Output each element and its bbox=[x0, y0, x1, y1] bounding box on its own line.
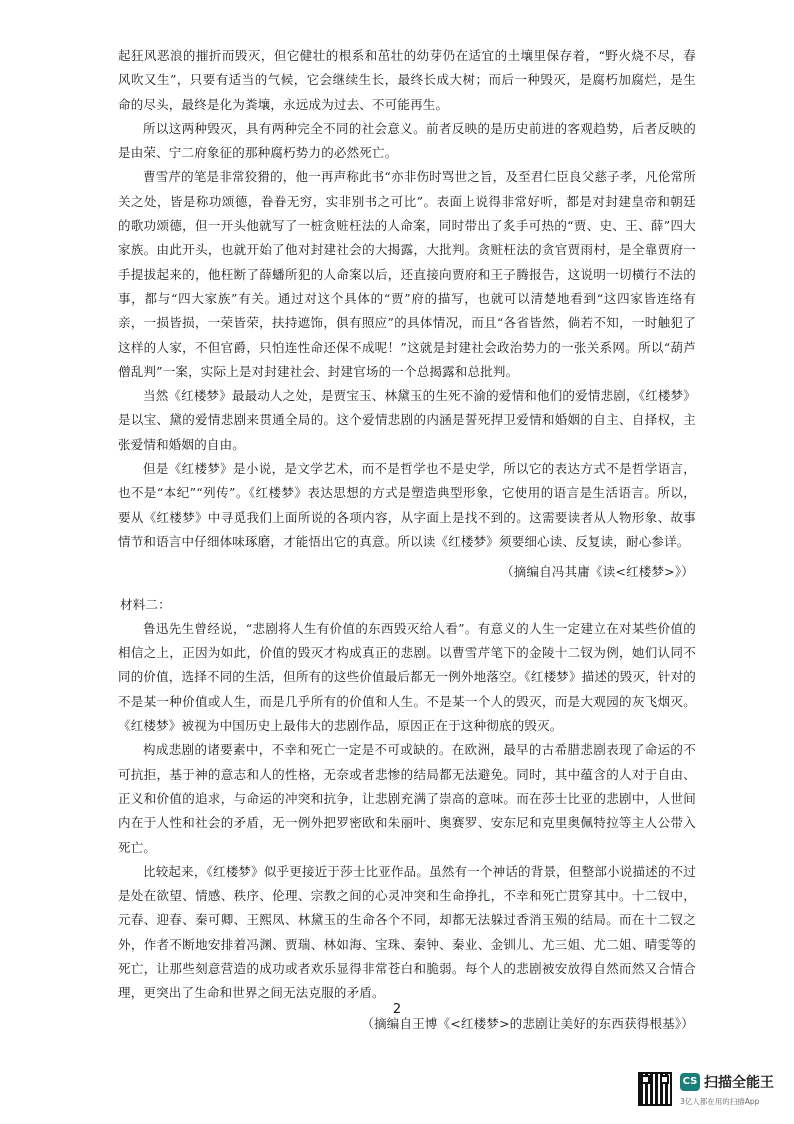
paragraph: 构成悲剧的诸要素中，不幸和死亡一定是不可或缺的。在欧洲，最早的古希腊悲剧表现了命运的不可抗拒，基于神的意志和人的性格，无奈或者悲惨的结局都无法避免。同时，其中蕴含的人对于自由、正义和价值的追求，与命运的冲突和抗争，让悲剧充满了崇高的意味。而在莎士比亚的悲剧中，人世间内在于人性和社会的矛盾，无一例外把罗密欧和朱丽叶、奥赛罗、安东尼和克里奥佩特拉等主人公带入死亡。 bbox=[118, 742, 696, 855]
source-citation: （摘编自王博《<红楼梦>的悲剧让美好的东西获得根基》） bbox=[361, 1015, 694, 1031]
camscanner-logo-icon: CS bbox=[680, 1073, 700, 1091]
paragraph: 所以这两种毁灭，具有两种完全不同的社会意义。前者反映的是历史前进的客观趋势，后者反映的是由荣、宁二府象征的那种腐朽势力的必然死亡。 bbox=[118, 120, 696, 161]
page-number: 2 bbox=[392, 1002, 402, 1017]
paragraph: 曹雪芹的笔是非常狡猾的，他一再声称此书“亦非伤时骂世之旨，及至君仁臣良父慈子孝，凡伦常所关之处，皆是称功颂德，眷眷无穷，实非别书之可比”。表面上说得非常好听，都是对封建皇帝和朝廷的歌功颂德，但一开头他就写了一桩贪赃枉法的人命案，同时带出了炙手可热的“贾、史、王、薛”四大家族。由此开头，也就开始了他对封建社会的大揭露，大批判。贪赃枉法的贪官贾雨村，是全靠贾府一手提拔起来的，他枉断了薛蟠所犯的人命案以后，还直接向贾府和王子腾报告，这说明一切横行不法的事，都与“四大家族”有关。通过对这个具体的“贾”府的描写，也就可以清楚地看到“这四家皆连络有亲，一损皆损，一荣皆荣，扶持遮饰，俱有照应”的具体情况，而且“各省皆然，倘若不知，一时触犯了这样的人家，不但官爵，只怕连性命还保不成呢！”这就是封建社会政治势力的一张关系网。所以“葫芦僧乱判”一案，实际上是对封建社会、封建官场的一个总揭露和总批判。 bbox=[118, 169, 696, 379]
paragraph: 但是《红楼梦》是小说，是文学艺术，而不是哲学也不是史学，所以它的表达方式不是哲学语言，也不是“本纪”“列传”。《红楼梦》表达思想的方式是塑造典型形象，它使用的语言是生活语言。所以，要从《红楼梦》中寻觅我们上面所说的各项内容，从字面上是找不到的。这需要读者从人物形象、故事情节和语言中仔细体味琢磨，才能悟出它的真意。所以读《红楼梦》须要细心读、反复读，耐心参详。 bbox=[118, 461, 696, 549]
material-label: 材料二： bbox=[120, 596, 171, 612]
scanner-brand: 扫描全能王 bbox=[704, 1075, 774, 1091]
paragraph: 起狂风恶浪的摧折而毁灭，但它健壮的根系和茁壮的幼芽仍在适宜的土壤里保存着，“野火烧不尽，春风吹又生”，只要有适当的气候，它会继续生长，最终长成大树；而后一种毁灭，是腐朽加腐烂，是生命的尽头，最终是化为粪壤，永远成为过去、不可能再生。 bbox=[118, 48, 696, 112]
paragraph: 比较起来，《红楼梦》似乎更接近于莎士比亚作品。虽然有一个神话的背景，但整部小说描述的不过是处在欲望、情感、秩序、伦理、宗教之间的心灵冲突和生命挣扎，不幸和死亡贯穿其中。十二钗中，元春、迎春、秦可卿、王熙凤、林黛玉的生命各个不同，却都无法躲过香消玉殒的结局。而在十二钗之外，作者不断地安排着冯渊、贾瑞、林如海、宝珠、秦钟、秦业、金钏儿、尤三姐、尤二姐、晴雯等的死亡，让那些刻意营造的成功或者欢乐显得非常苍白和脆弱。每个人的悲剧被安放得自然而然又合情合理，更突出了生命和世界之间无法克服的矛盾。 bbox=[118, 863, 696, 1001]
qr-code-icon bbox=[638, 1072, 672, 1106]
paragraph: 鲁迅先生曾经说，“悲剧将人生有价值的东西毁灭给人看”。有意义的人生一定建立在对某些价值的相信之上，正因为如此，价值的毁灭才构成真正的悲剧。以曹雪芹笔下的金陵十二钗为例，她们认同不同的价值，选择不同的生活，但所有的这些价值最后都无一例外地落空。《红楼梦》描述的毁灭，针对的不是某一种价值或人生，而是几乎所有的价值和人生。不是某一个人的毁灭，而是大观园的灰飞烟灭。《红楼梦》被视为中国历史上最伟大的悲剧作品，原因正在于这种彻底的毁灭。 bbox=[118, 620, 696, 734]
scanner-tagline: 3亿人都在用的扫描App bbox=[680, 1097, 760, 1106]
document-page bbox=[118, 44, 696, 1044]
source-citation: （摘编自冯其庸《读<红楼梦>》） bbox=[501, 564, 694, 580]
paragraph: 当然《红楼梦》最最动人之处，是贾宝玉、林黛玉的生死不渝的爱情和他们的爱情悲剧，《红楼梦》是以宝、黛的爱情悲剧来贯通全局的。这个爱情悲剧的内涵是誓死捍卫爱情和婚姻的自主、自择权，主张爱情和婚姻的自由。 bbox=[118, 388, 696, 452]
scanner-watermark bbox=[638, 1072, 786, 1112]
